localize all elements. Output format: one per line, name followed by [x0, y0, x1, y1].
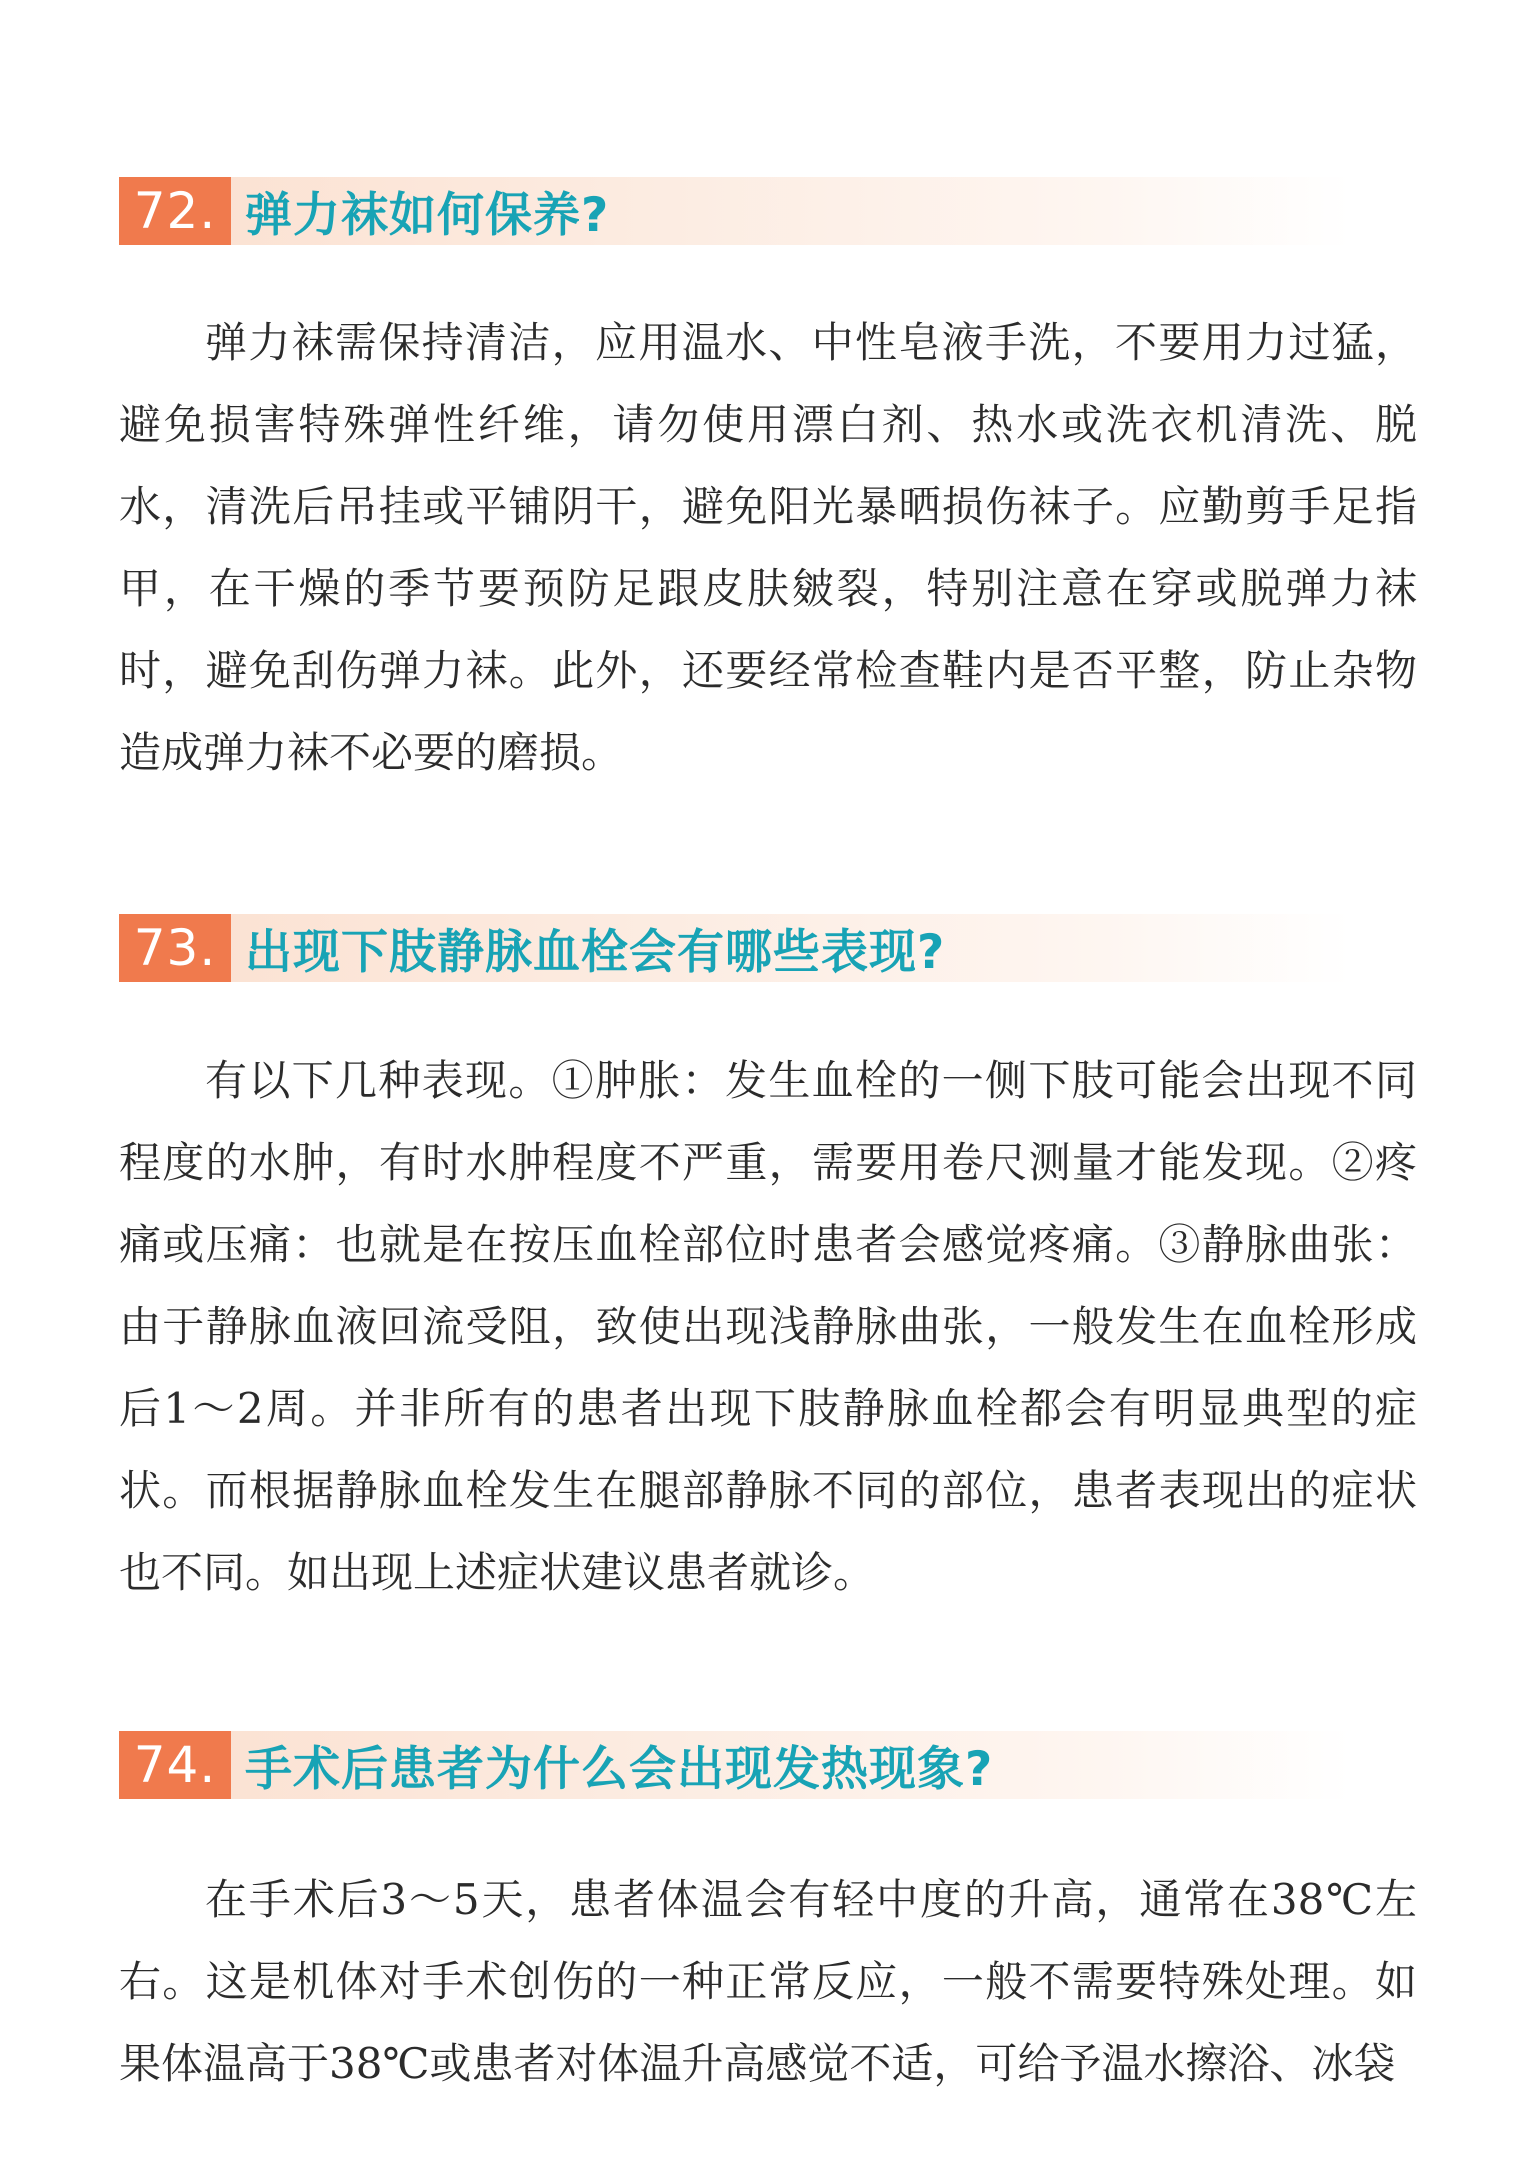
question-title: 出现下肢静脉血栓会有哪些表现? — [245, 924, 946, 980]
answer-paragraph: 弹力袜需保持清洁，应用温水、中性皂液手洗，不要用力过猛，避免损害特殊弹性纤维，请勿使用漂白剂、热水或洗衣机清洗、脱水，清洗后吊挂或平铺阴干，避免阳光暴晒损伤袜子。应勤剪手足指甲，在干燥的季节要预防足跟皮肤皴裂，特别注意在穿或脱弹力袜时，避免刮伤弹力袜。此外，还要经常检查鞋内是否平整，防止杂物造成弹力袜不必要的磨损。 — [119, 318, 1417, 777]
question-number-badge: 72. — [119, 177, 231, 245]
question-title: 手术后患者为什么会出现发热现象? — [245, 1741, 994, 1797]
answer-paragraph: 有以下几种表现。①肿胀：发生血栓的一侧下肢可能会出现不同程度的水肿，有时水肿程度不严重，需要用卷尺测量才能发现。②疼痛或压痛：也就是在按压血栓部位时患者会感觉疼痛。③静脉曲张：由于静脉血液回流受阻，致使出现浅静脉曲张，一般发生在血栓形成后1～2周。并非所有的患者出现下肢静脉血栓都会有明显典型的症状。而根据静脉血栓发生在腿部静脉不同的部位，患者表现出的症状也不同。如出现上述症状建议患者就诊。 — [119, 1056, 1417, 1597]
question-number-badge: 73. — [119, 914, 231, 982]
question-72-header — [119, 177, 1351, 245]
question-number-badge: 74. — [119, 1731, 231, 1799]
question-73-header — [119, 914, 1351, 982]
question-title: 弹力袜如何保养? — [245, 187, 610, 243]
answer-paragraph: 在手术后3～5天，患者体温会有轻中度的升高，通常在38℃左右。这是机体对手术创伤的一种正常反应，一般不需要特殊处理。如果体温高于38℃或患者对体温升高感觉不适，可给予温水擦浴、冰袋 — [119, 1875, 1417, 2088]
question-74-header — [119, 1731, 1351, 1799]
